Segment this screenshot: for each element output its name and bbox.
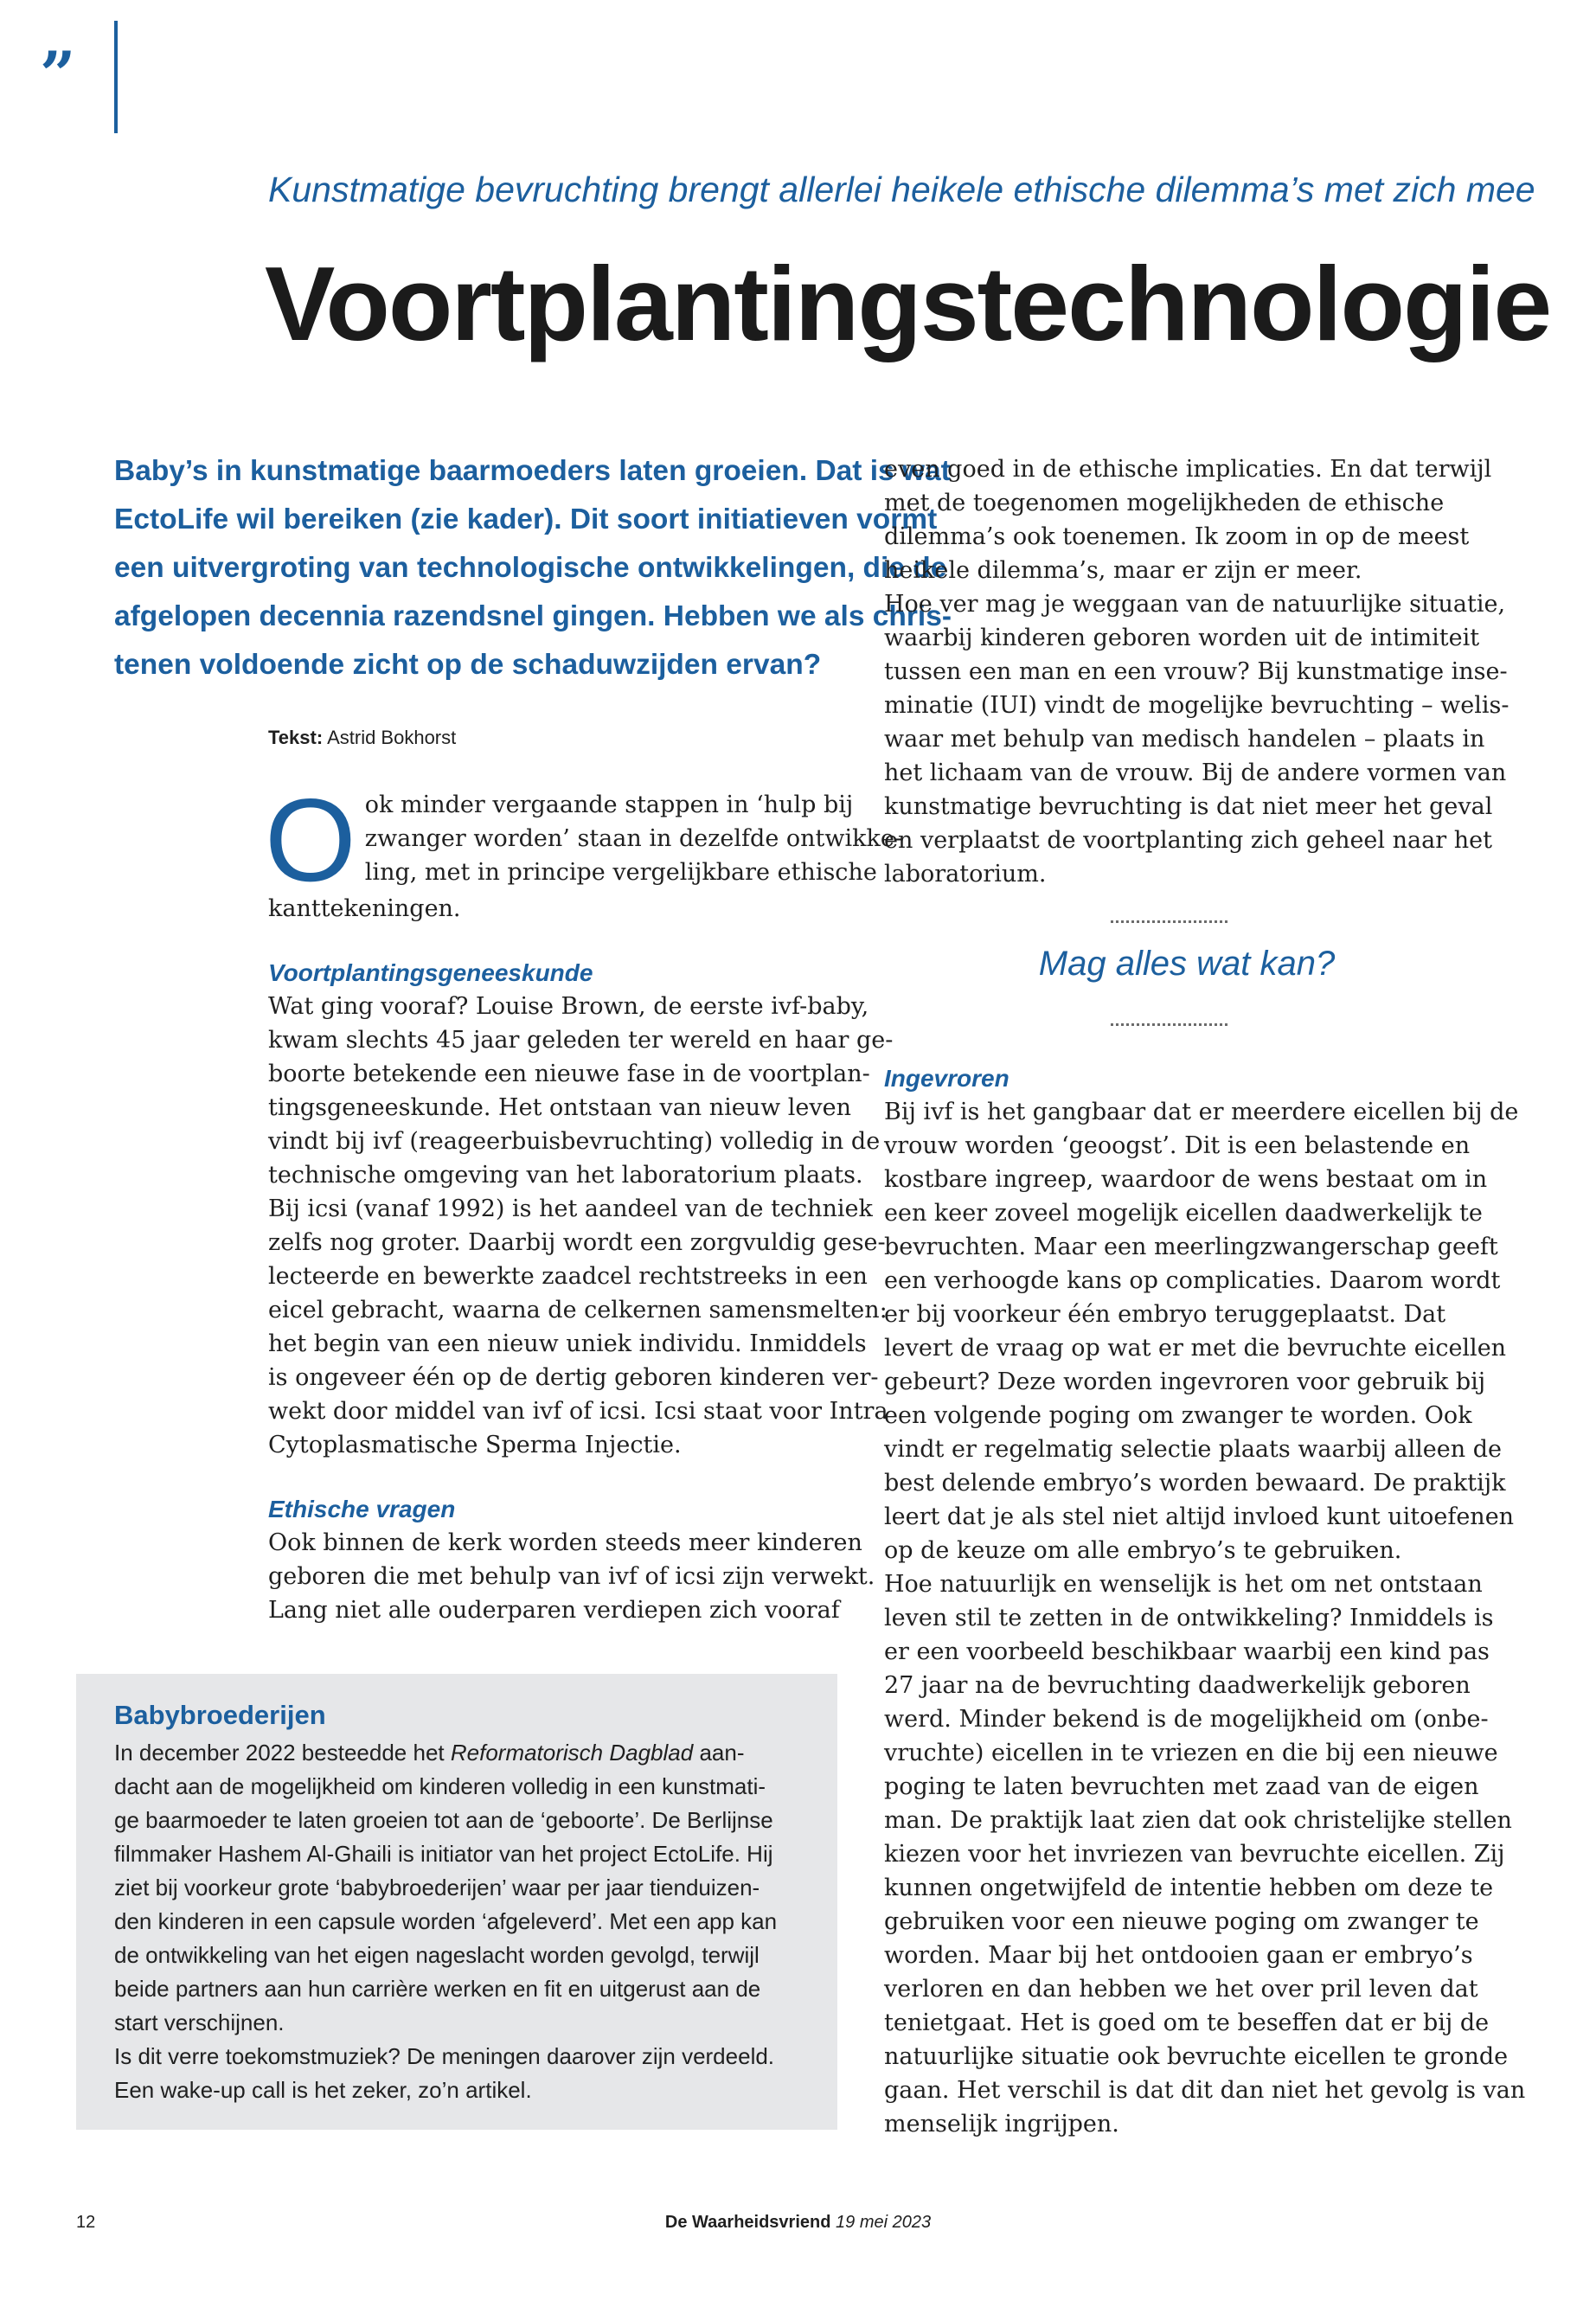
- body-line: kiezen voor het invriezen van bevruchte eicellen. Zij: [884, 1841, 1505, 1868]
- body-line: waar met behulp van medisch handelen – plaats in: [884, 726, 1485, 753]
- body-line: heikele dilemma’s, maar er zijn er meer.: [884, 557, 1362, 584]
- body-line: tenietgaat. Het is goed om te beseffen dat er bij de: [884, 2009, 1490, 2036]
- body-line: even goed in de ethische implicaties. En dat terwijl: [884, 456, 1492, 483]
- body-line: gebruiken voor een nieuwe poging om zwanger te: [884, 1908, 1479, 1935]
- byline: [268, 727, 456, 749]
- body-line: Cytoplasmatische Sperma Injectie.: [268, 1432, 682, 1458]
- box-line: de ontwikkeling van het eigen nageslacht worden gevolgd, terwijl: [114, 1942, 760, 1968]
- body-line: leven stil te zetten in de ontwikkeling? Inmiddels is: [884, 1605, 1494, 1631]
- box-line: filmmaker Hashem Al-Ghaili is initiator van het project EctoLife. Hij: [114, 1841, 773, 1867]
- body-line: waarbij kinderen geboren worden uit de intimiteit: [884, 625, 1480, 651]
- issue-date: 19 mei 2023: [836, 2213, 932, 2232]
- box-line: beide partners aan hun carrière werken en fit en uitgerust aan de: [114, 1976, 761, 2002]
- body-line: dilemma’s ook toenemen. Ik zoom in op de meest: [884, 523, 1470, 550]
- body-line: het begin van een nieuw uniek individu. Inmiddels: [268, 1330, 867, 1357]
- body-line: technische omgeving van het laboratorium plaats.: [268, 1162, 863, 1189]
- body-line: menselijk ingrijpen.: [884, 2111, 1119, 2138]
- body-line: er een voorbeeld beschikbaar waarbij een kind pas: [884, 1638, 1490, 1665]
- body-line: eicel gebracht, waarna de celkernen samensmelten:: [268, 1297, 888, 1324]
- pull-quote: Mag alles wat kan?: [1038, 945, 1336, 983]
- column-left: [265, 774, 902, 1627]
- body-line: ok minder vergaande stappen in ‘hulp bij: [364, 792, 854, 818]
- body-line: vindt er regelmatig selectie plaats waarbij alleen de: [884, 1436, 1502, 1463]
- body-line: vrouw worden ‘geoogst’. Dit is een belastende en: [884, 1132, 1471, 1159]
- body-line: natuurlijke situatie ook bevruchte eicellen te gronde: [884, 2043, 1509, 2070]
- pull-quote-divider-top: [1111, 920, 1227, 923]
- box-line: den kinderen in een capsule worden ‘afgeleverd’. Met een app kan: [114, 1908, 778, 1934]
- body-line: zwanger worden’ staan in dezelfde ontwikke-: [364, 825, 902, 852]
- section-heading: Ingevroren: [884, 1065, 1010, 1092]
- body-line: het lichaam van de vrouw. Bij de andere vormen van: [884, 760, 1507, 786]
- body-line: kunstmatige bevruchting is dat niet meer het geval: [884, 793, 1493, 820]
- box-line: ge baarmoeder te laten groeien tot aan de ‘geboorte’. De Berlijnse: [114, 1807, 773, 1833]
- body-line: een keer zoveel mogelijk eicellen daadwerkelijk te: [884, 1200, 1483, 1227]
- body-line: werd. Minder bekend is de mogelijkheid om (onbe-: [884, 1706, 1489, 1733]
- intro-line: een uitvergroting van technologische ontwikkelingen, die de: [114, 552, 947, 584]
- body-line: een volgende poging om zwanger te worden. Ook: [884, 1402, 1472, 1429]
- drop-cap: O: [265, 774, 356, 906]
- body-line: een verhoogde kans op complicaties. Daarom wordt: [884, 1267, 1501, 1294]
- body-line: 27 jaar na de bevruchting daadwerkelijk geboren: [884, 1672, 1471, 1699]
- body-line: kunnen ongetwijfeld de intentie hebben om deze te: [884, 1875, 1494, 1901]
- footer-publication: [0, 2213, 1596, 2233]
- body-line: kwam slechts 45 jaar geleden ter wereld en haar ge-: [268, 1027, 894, 1054]
- body-line: boorte betekende een nieuwe fase in de voortplan-: [268, 1061, 870, 1087]
- byline-label: Tekst:: [268, 727, 324, 748]
- body-line: gebeurt? Deze worden ingevroren voor gebruik bij: [884, 1368, 1486, 1395]
- section-heading: Voortplantingsgeneeskunde: [268, 959, 593, 986]
- column-right-lower: [884, 1061, 1526, 2141]
- body-line: wekt door middel van ivf of icsi. Icsi staat voor Intra: [268, 1398, 888, 1425]
- pull-quote-divider-bottom: [1111, 1023, 1227, 1026]
- body-line: verloren en dan hebben we het over pril leven dat: [884, 1976, 1478, 2003]
- body-line: zelfs nog groter. Daarbij wordt een zorgvuldig gese-: [268, 1229, 886, 1256]
- body-line: Hoe ver mag je weggaan van de natuurlijke situatie,: [884, 591, 1506, 618]
- body-line: laboratorium.: [884, 861, 1047, 888]
- body-line: worden. Maar bij het ontdooien gaan er embryo’s: [884, 1942, 1473, 1969]
- body-line: man. De praktijk laat zien dat ook christelijke stellen: [884, 1807, 1512, 1834]
- body-line: poging te laten bevruchten met zaad van de eigen: [884, 1773, 1479, 1800]
- body-line: ling, met in principe vergelijkbare ethische: [364, 859, 877, 886]
- body-line: leert dat je als stel niet altijd invloed kunt uitoefenen: [884, 1503, 1515, 1530]
- intro-line: EctoLife wil bereiken (zie kader). Dit soort initiatieven vormt: [114, 503, 938, 535]
- body-line: is ongeveer één op de dertig geboren kinderen ver-: [268, 1364, 879, 1391]
- body-line: Bij ivf is het gangbaar dat er meerdere eicellen bij de: [884, 1099, 1519, 1125]
- box-line: Is dit verre toekomstmuziek? De meningen daarover zijn verdeeld.: [114, 2043, 775, 2069]
- box-line: Een wake-up call is het zeker, zo’n artikel.: [114, 2077, 532, 2103]
- box-line: ziet bij voorkeur grote ‘babybroederijen’ waar per jaar tienduizen-: [114, 1875, 760, 1900]
- body-line: levert de vraag op wat er met die bevruchte eicellen: [884, 1335, 1507, 1362]
- body-line: er bij voorkeur één embryo teruggeplaatst. Dat: [884, 1301, 1446, 1328]
- body-line: Lang niet alle ouderparen verdiepen zich vooraf: [268, 1597, 840, 1624]
- body-line: tussen een man en een vrouw? Bij kunstmatige inse-: [884, 658, 1508, 685]
- publication-name: Reformatorisch Dagblad: [450, 1740, 694, 1766]
- body-line: Ook binnen de kerk worden steeds meer kinderen: [268, 1529, 862, 1556]
- body-line: tingsgeneeskunde. Het ontstaan van nieuw leven: [268, 1094, 852, 1121]
- quote-mark-icon: ”: [40, 37, 76, 111]
- body-line: lecteerde en bewerkte zaadcel rechtstreeks in een: [268, 1263, 868, 1290]
- article-title: Voortplantingstechnologie: [265, 245, 1551, 362]
- section-heading: Ethische vragen: [268, 1496, 456, 1522]
- publication-title: De Waarheidsvriend: [664, 2213, 831, 2232]
- intro-line: Baby’s in kunstmatige baarmoeders laten groeien. Dat is wat: [114, 455, 951, 487]
- intro-line: afgelopen decennia razendsnel gingen. Hebben we als chris-: [114, 600, 952, 632]
- byline-author: Astrid Bokhorst: [327, 727, 457, 748]
- body-line: bevruchten. Maar een meerlingzwangerschap geeft: [884, 1234, 1498, 1260]
- body-line: geboren die met behulp van ivf of icsi zijn verwekt.: [268, 1563, 875, 1590]
- header-divider-line: [114, 21, 118, 133]
- body-line: met de toegenomen mogelijkheden de ethische: [884, 490, 1445, 516]
- body-line: kostbare ingreep, waardoor de wens bestaat om in: [884, 1166, 1488, 1193]
- intro-line: tenen voldoende zicht op de schaduwzijden ervan?: [114, 649, 822, 681]
- body-line: kanttekeningen.: [268, 895, 461, 922]
- body-line: best delende embryo’s worden bewaard. De praktijk: [884, 1470, 1506, 1497]
- body-line: Hoe natuurlijk en wenselijk is het om net ontstaan: [884, 1571, 1483, 1598]
- column-right: [884, 452, 1509, 891]
- box-line: start verschijnen.: [114, 2009, 285, 2035]
- body-line: en verplaatst de voortplanting zich geheel naar het: [884, 827, 1492, 854]
- body-line: vruchte) eicellen in te vriezen en die bij een nieuwe: [884, 1740, 1498, 1766]
- article-kicker: Kunstmatige bevruchting brengt allerlei heikele ethische dilemma’s met zich mee: [268, 170, 1535, 209]
- sidebar-box-body: [114, 1736, 824, 2107]
- box-line: dacht aan de mogelijkheid om kinderen volledig in een kunstmati-: [114, 1773, 766, 1799]
- body-line: minatie (IUI) vindt de mogelijke bevruchting – welis-: [884, 692, 1509, 719]
- body-line: vindt bij ivf (reageerbuisbevruchting) volledig in de: [268, 1128, 881, 1155]
- body-line: Bij icsi (vanaf 1992) is het aandeel van de techniek: [268, 1195, 873, 1222]
- box-line: In december 2022 besteedde het Reformatorisch Dagblad aan-: [114, 1740, 745, 1766]
- sidebar-box-title: Babybroederijen: [114, 1700, 326, 1730]
- article-intro: [114, 447, 952, 689]
- body-line: op de keuze om alle embryo’s te gebruiken.: [884, 1537, 1402, 1564]
- body-line: Wat ging vooraf? Louise Brown, de eerste ivf-baby,: [268, 993, 869, 1020]
- page-number: 12: [76, 2213, 96, 2232]
- body-line: gaan. Het verschil is dat dit dan niet het gevolg is van: [884, 2077, 1526, 2104]
